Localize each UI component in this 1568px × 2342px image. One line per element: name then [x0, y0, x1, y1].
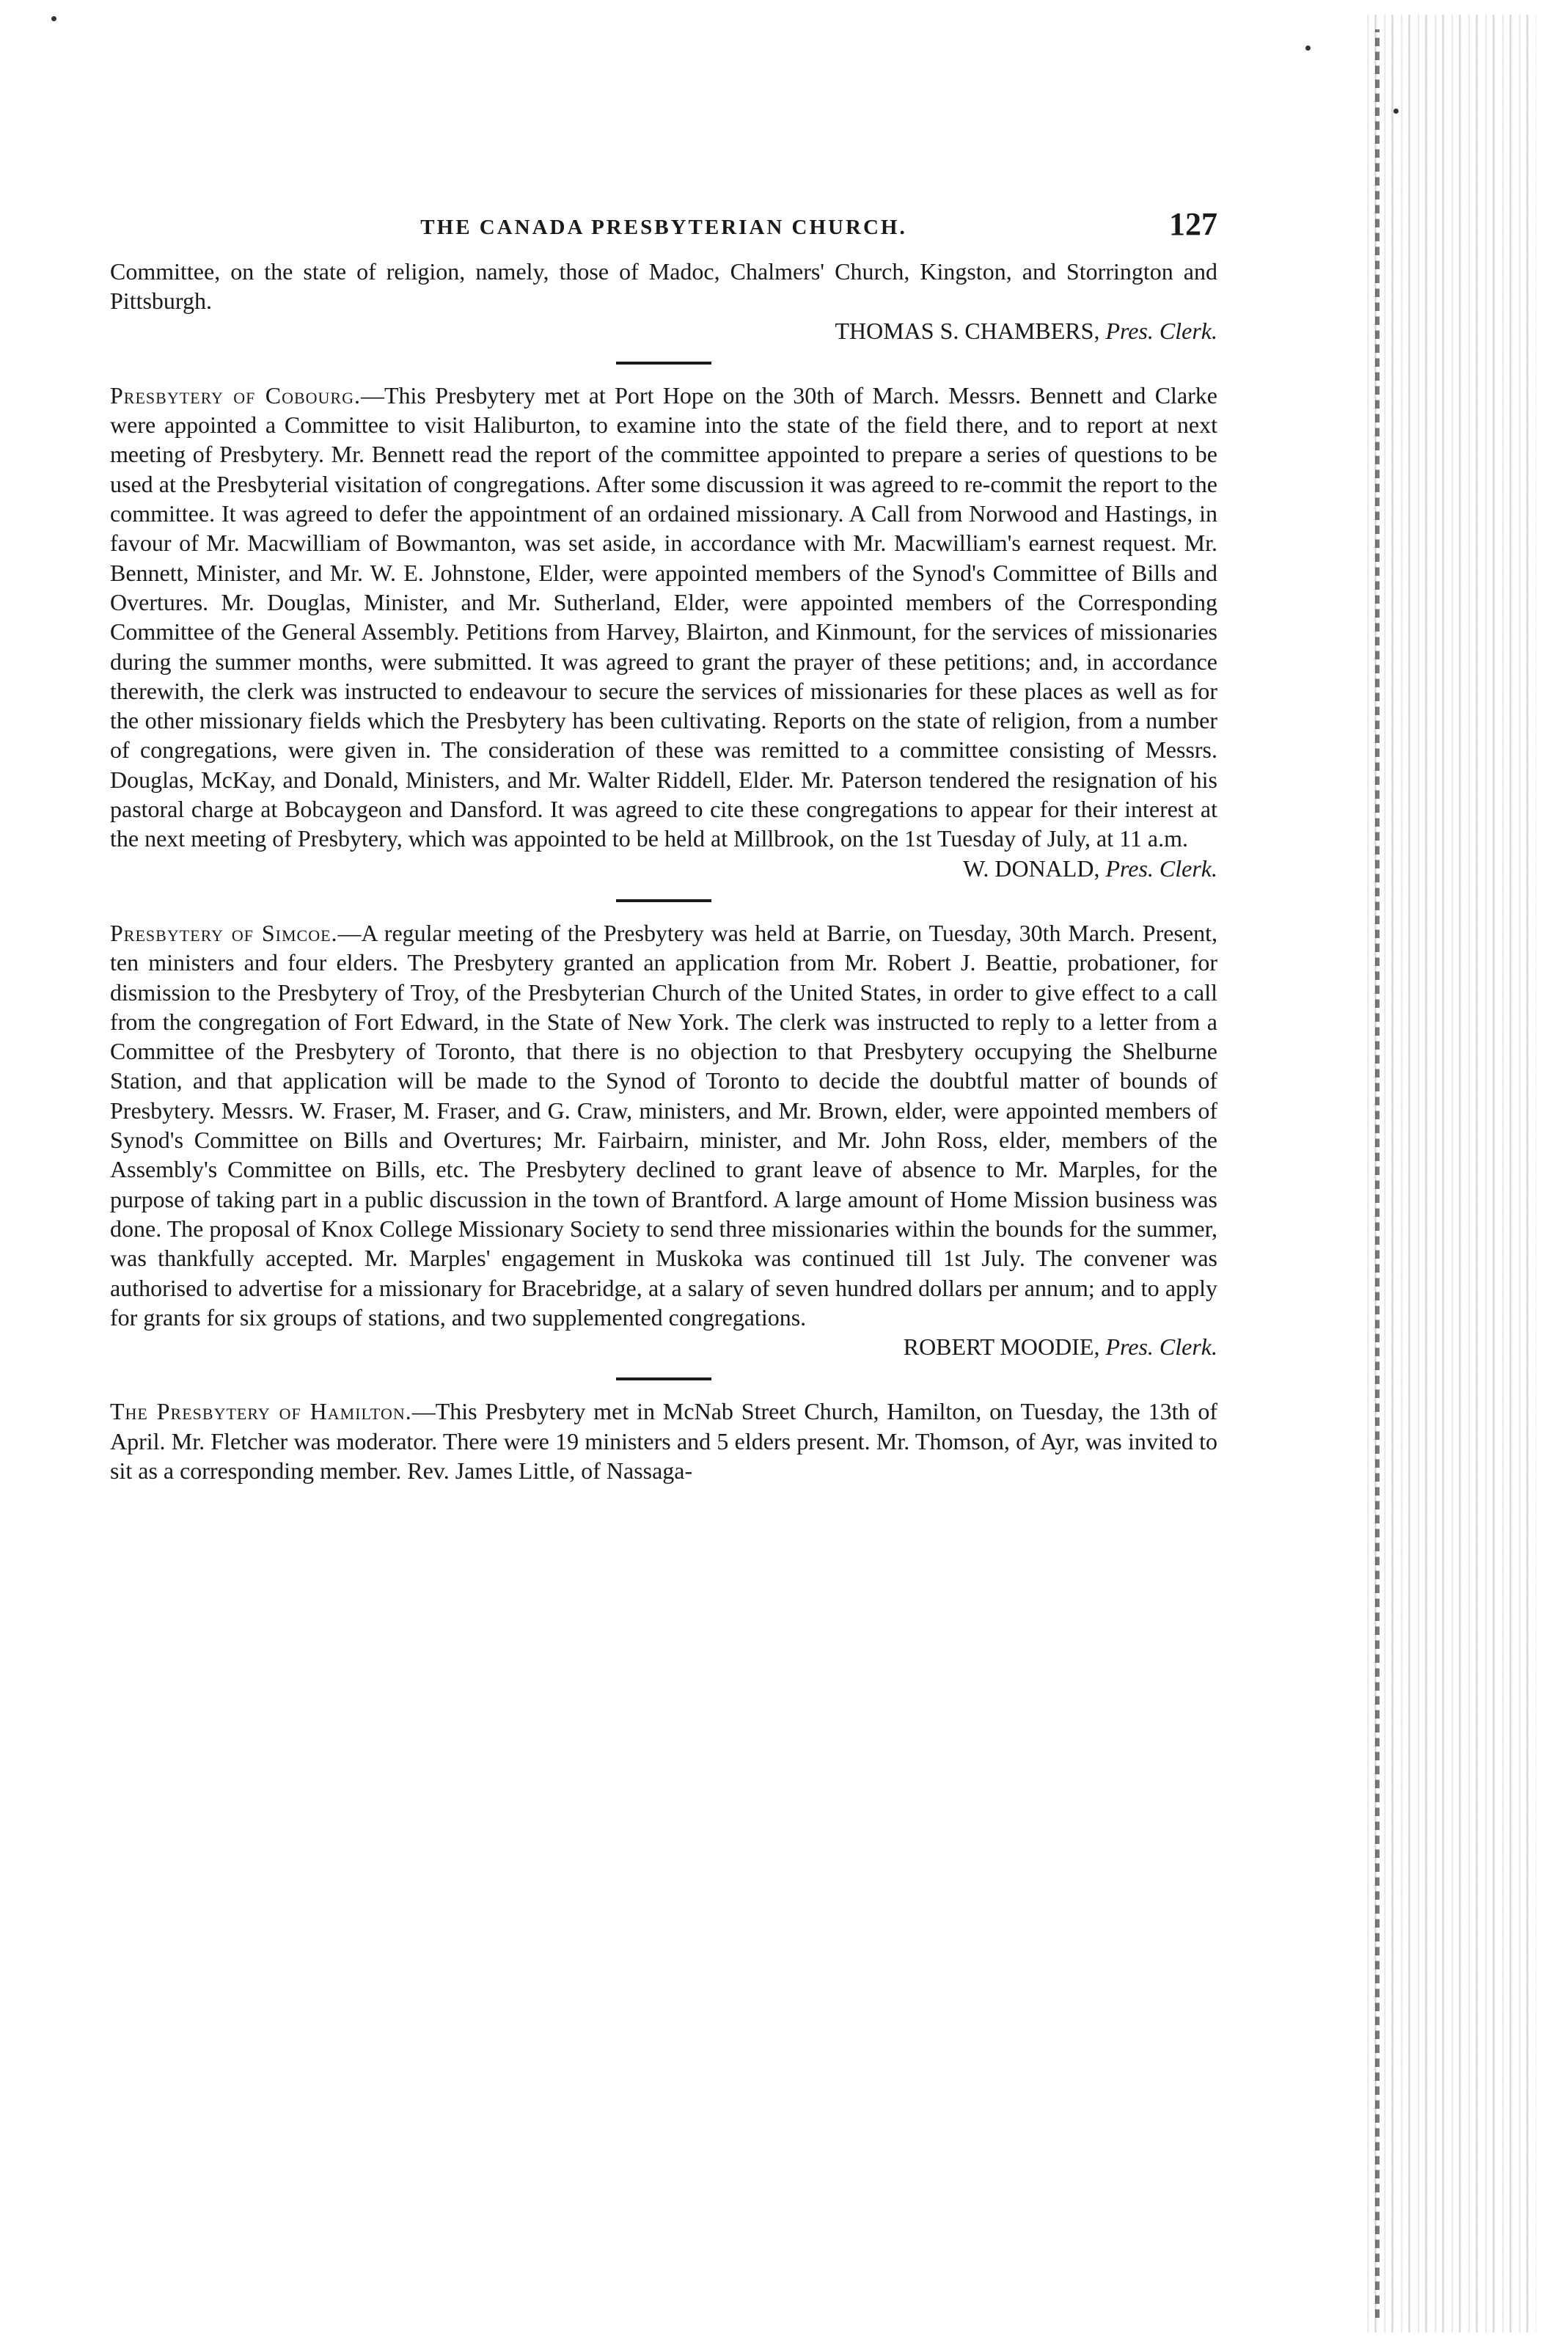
running-head: THE CANADA PRESBYTERIAN CHURCH.	[420, 216, 907, 239]
section-divider	[616, 362, 711, 365]
page-content	[110, 205, 1217, 1485]
section-presbytery-simcoe	[110, 918, 1217, 1361]
paragraph	[110, 1397, 1217, 1485]
signature-role: Pres. Clerk.	[1105, 1333, 1217, 1361]
section-continuation	[110, 257, 1217, 345]
signature	[110, 316, 1217, 345]
paragraph-body: —A regular meeting of the Presbytery was held at Barrie, on Tuesday, 30th March. Present, ten ministers and four elders. The Presbytery granted an application from Mr. Robert J. Beattie, probationer, for dismission to the Presbytery of Troy, of the Presbyterian Church of the United States, in order to give effect to a call from the congregation of Fort Edward, in the State of New York. The clerk was instructed to reply to a letter from a Committee of the Presbytery of Toronto, that there is no objection to that Presbytery occupying the Shelburne Station, and that application will be made to the Synod of Toronto to decide the doubtful matter of bounds of Presbytery. Messrs. W. Fraser, M. Fraser, and G. Craw, ministers, and Mr. Brown, elder, were appointed members of Synod's Committee on Bills and Overtures; Mr. Fairbairn, minister, and Mr. John Ross, elder, members of the Assembly's Committee on Bills, etc. The Presbytery declined to grant leave of absence to Mr. Marples, for the purpose of taking part in a public discussion in the town of Brantford. A large amount of Home Mission business was done. The proposal of Knox College Missionary Society to send three missionaries within the bounds for the summer, was thankfully accepted. Mr. Marples' engagement in Muskoka was continued till 1st July. The convener was authorised to advertise for a missionary for Bracebridge, at a salary of seven hundred dollars per annum; and to apply for grants for six groups of stations, and two supplemented congregations.	[110, 919, 1217, 1331]
paragraph	[110, 257, 1217, 316]
signature-role: Pres. Clerk.	[1105, 317, 1217, 344]
signature-name: THOMAS S. CHAMBERS,	[835, 317, 1100, 344]
signature-name: ROBERT MOODIE,	[903, 1333, 1100, 1361]
page-number: 127	[1169, 206, 1217, 242]
binding-shadow	[1375, 29, 1380, 2318]
signature-role: Pres. Clerk.	[1105, 855, 1217, 882]
paragraph-body: —This Presbytery met in McNab Street Church, Hamilton, on Tuesday, the 13th of April. Mr. Fletcher was moderator. There were 19 ministers and 5 elders present. Mr. Thomson, of Ayr, was invited to sit as a corresponding member. Rev. James Little, of Nassaga-	[110, 1398, 1218, 1484]
section-divider	[616, 899, 711, 902]
paragraph-lead: Presbytery of Simcoe.	[110, 919, 338, 946]
signature	[110, 1332, 1217, 1361]
scan-speck	[51, 16, 56, 21]
scan-speck	[1393, 109, 1399, 114]
binding-edge-artifact	[1360, 15, 1536, 2332]
paragraph-body: —This Presbytery met at Port Hope on the 30th of March. Messrs. Bennett and Clarke were appointed a Committee to visit Haliburton, to examine into the state of the field there, and to report at next meeting of Presbytery. Mr. Bennett read the report of the committee appointed to prepare a series of questions to be used at the Presbyterial visitation of congregations. After some discussion it was agreed to re-commit the report to the committee. It was agreed to defer the appointment of an ordained missionary. A Call from Norwood and Hastings, in favour of Mr. Macwilliam of Bowmanton, was set aside, in accordance with Mr. Macwilliam's earnest request. Mr. Bennett, Minister, and Mr. W. E. Johnstone, Elder, were appointed members of the Synod's Committee of Bills and Overtures. Mr. Douglas, Minister, and Mr. Sutherland, Elder, were appointed members of the Corresponding Committee of the General Assembly. Petitions from Harvey, Blairton, and Kinmount, for the services of missionaries during the summer months, were submitted. It was agreed to grant the prayer of these petitions; and, in accordance therewith, the clerk was instructed to endeavour to secure the services of missionaries for these places as well as for the other missionary fields which the Presbytery has been cultivating. Reports on the state of religion, from a number of congregations, were given in. The consideration of these was remitted to a committee consisting of Messrs. Douglas, McKay, and Donald, Ministers, and Mr. Walter Riddell, Elder. Mr. Paterson tendered the resignation of his pastoral charge at Bobcaygeon and Dansford. It was agreed to cite these congregations to appear for their interest at the next meeting of Presbytery, which was appointed to be held at Millbrook, on the 1st Tuesday of July, at 11 a.m.	[110, 381, 1218, 852]
signature	[110, 854, 1217, 883]
section-presbytery-cobourg	[110, 381, 1217, 883]
section-presbytery-hamilton	[110, 1397, 1217, 1485]
paragraph-body: Committee, on the state of religion, namely, those of Madoc, Chalmers' Church, Kingston, and Storrington and Pittsburgh.	[110, 258, 1217, 315]
paragraph-lead: Presbytery of Cobourg.	[110, 381, 361, 409]
page-header	[110, 205, 1217, 249]
paragraph-lead: The Presbytery of Hamilton.	[110, 1398, 412, 1425]
paragraph	[110, 381, 1217, 854]
scan-speck	[1305, 45, 1311, 51]
paragraph	[110, 918, 1217, 1332]
section-divider	[616, 1377, 711, 1380]
signature-name: W. DONALD,	[963, 855, 1100, 882]
